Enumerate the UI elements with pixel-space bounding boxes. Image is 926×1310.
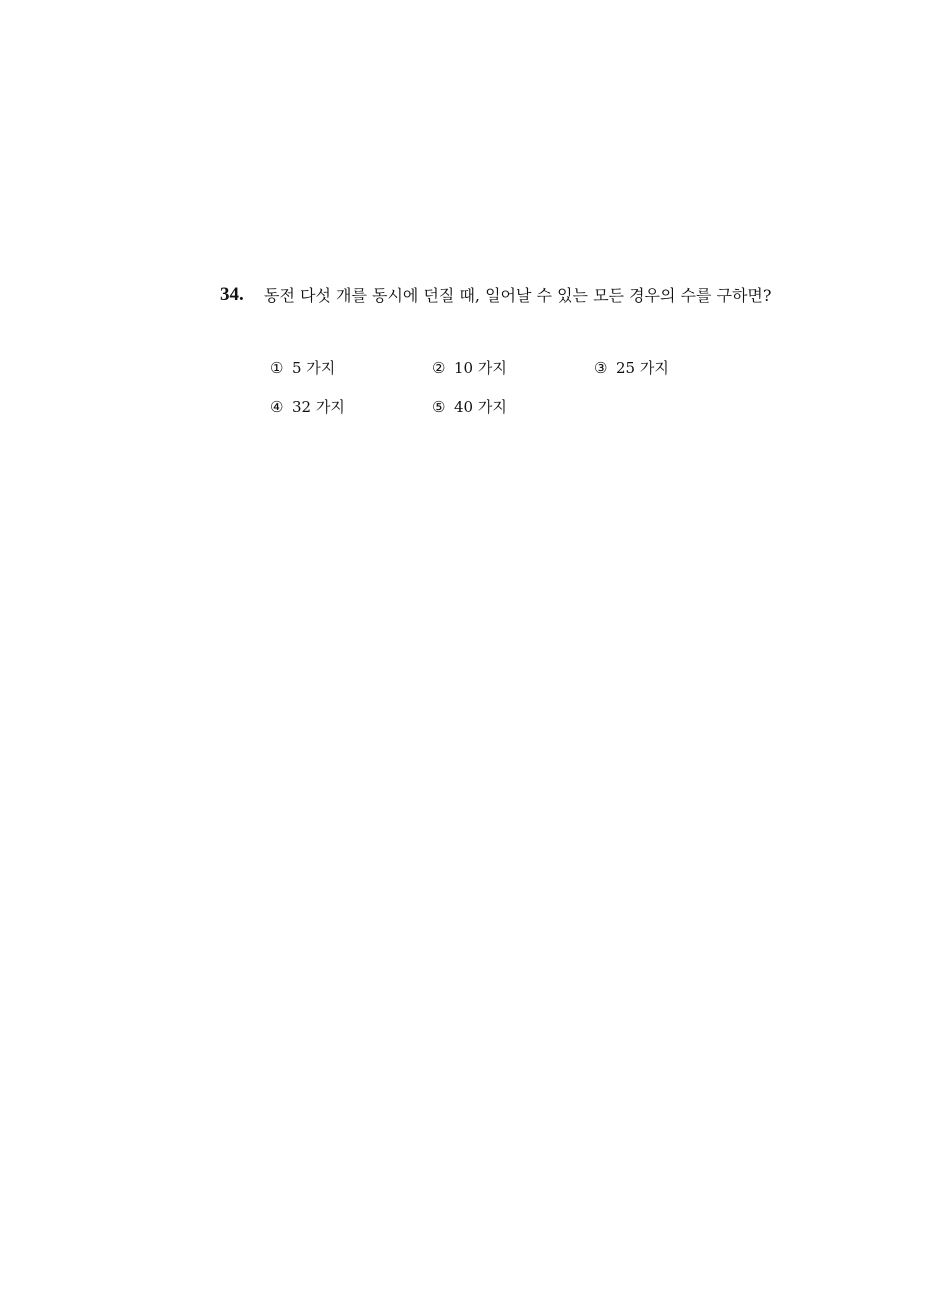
choice-1[interactable]: [270, 355, 335, 381]
question-text: 동전 다섯 개를 동시에 던질 때, 일어날 수 있는 모든 경우의 수를 구하면?: [264, 286, 772, 305]
choice-4-label: 32 가지: [292, 398, 345, 416]
answer-choices: [270, 355, 750, 435]
choice-5-marker: ⑤: [432, 398, 446, 416]
choice-1-label: 5 가지: [292, 359, 336, 377]
choice-3-marker: ③: [594, 359, 608, 377]
choice-5-label: 40 가지: [454, 398, 507, 416]
choice-1-marker: ①: [270, 359, 284, 377]
choice-2-marker: ②: [432, 359, 446, 377]
question-number: 34.: [220, 284, 244, 305]
choice-5[interactable]: [432, 394, 507, 420]
choice-4-marker: ④: [270, 398, 284, 416]
choice-2[interactable]: [432, 355, 507, 381]
choice-4[interactable]: [270, 394, 345, 420]
choice-2-label: 10 가지: [454, 359, 507, 377]
choice-3-label: 25 가지: [616, 359, 669, 377]
question-block: [220, 281, 860, 313]
choice-3[interactable]: [594, 355, 669, 381]
